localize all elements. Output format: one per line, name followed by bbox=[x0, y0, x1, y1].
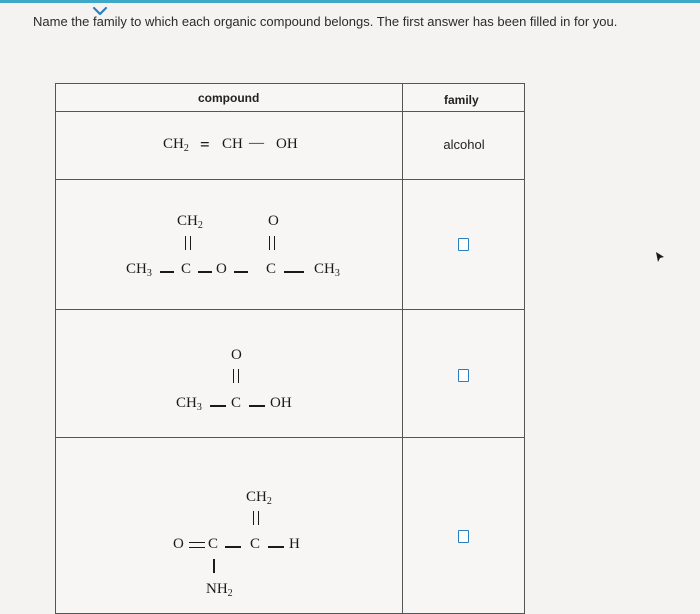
question-text: Name the family to which each organic compound belongs. The first answer has been filled in for you. bbox=[33, 14, 618, 29]
row-divider bbox=[56, 309, 524, 310]
answer-table: compound family alcohol $CH_2$ = CH — OH $CH_2$ O $CH_3$ C O C $CH_3$ O $CH_3$ C OH $CH_2$ O C C H $NH_2$ bbox=[55, 83, 525, 614]
family-answer-box-3[interactable] bbox=[458, 369, 469, 382]
column-divider bbox=[402, 84, 403, 613]
column-header-compound: compound bbox=[198, 91, 260, 105]
family-answer-1: alcohol bbox=[443, 137, 485, 152]
family-answer-box-4[interactable] bbox=[458, 530, 469, 543]
header-divider bbox=[56, 111, 524, 112]
column-header-family: family bbox=[444, 93, 479, 107]
family-answer-box-2[interactable] bbox=[458, 238, 469, 251]
row-divider bbox=[56, 437, 524, 438]
row-divider bbox=[56, 179, 524, 180]
top-accent-bar bbox=[0, 0, 700, 3]
mouse-pointer-icon bbox=[655, 251, 665, 263]
